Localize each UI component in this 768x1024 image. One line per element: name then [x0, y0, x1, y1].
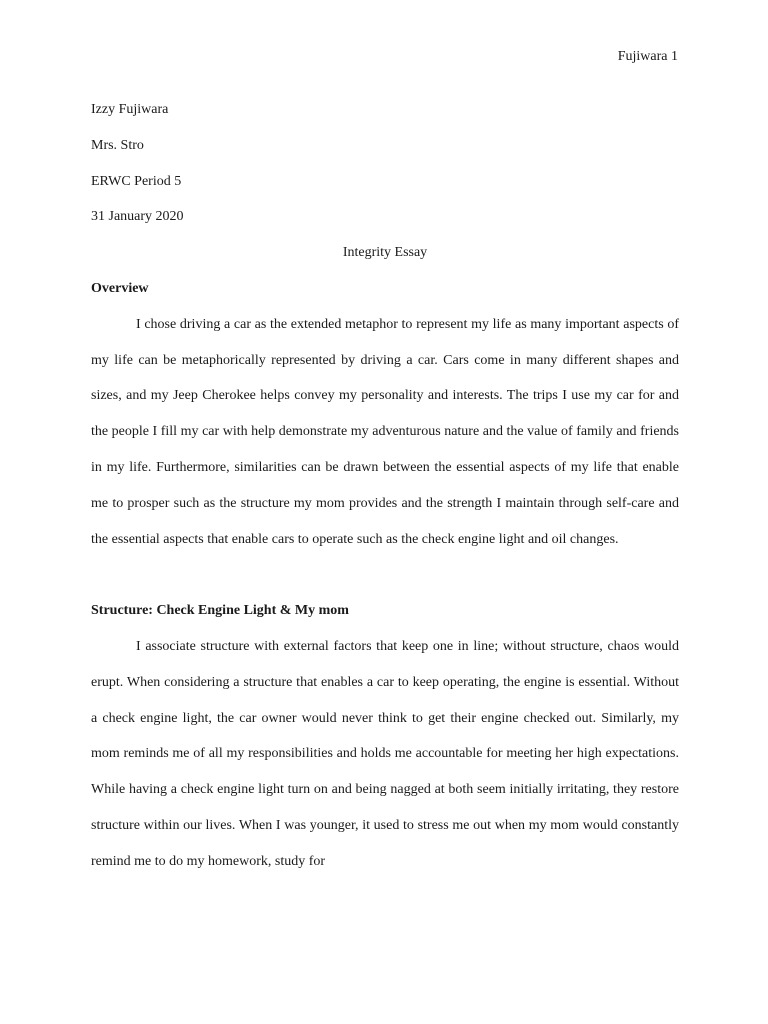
- student-name: Izzy Fujiwara: [91, 102, 169, 117]
- paragraph-structure: I associate structure with external factors that keep one in line; without structure, chaos would erupt. When considering a structure that enables a car to keep operating, the engine is essential. Without a check engine light, the car owner would never think to get their engine checked out. Similarly, my mom reminds me of all my responsibilities and holds me accountable for meeting her high expectations. While having a check engine light turn on and being nagged at both seem initially irritating, they restore structure within our lives. When I was younger, it used to stress me out when my mom would constantly remind me to do my homework, study for: [91, 638, 679, 869]
- section-heading-structure: Structure: Check Engine Light & My mom: [91, 603, 349, 619]
- running-head-page-number: Fujiwara 1: [617, 49, 678, 64]
- paragraph-overview: I chose driving a car as the extended metaphor to represent my life as many important aspects of my life can be metaphorically represented by driving a car. Cars come in many different shapes and sizes, and my Jeep Cherokee helps convey my personality and interests. The trips I use my car for and the people I fill my car with help demonstrate my adventurous nature and the value of family and friends in my life. Furthermore, similarities can be drawn between the essential aspects of my life that enable me to prosper such as the structure my mom provides and the strength I maintain through self-care and the essential aspects that enable cars to operate such as the check engine light and oil changes.: [91, 316, 679, 547]
- essay-date: 31 January 2020: [91, 209, 184, 225]
- essay-body: [91, 92, 679, 880]
- essay-title: Integrity Essay: [342, 245, 428, 261]
- blank-line: [91, 557, 679, 593]
- teacher-name: Mrs. Stro: [91, 137, 144, 153]
- section-heading-overview: Overview: [91, 280, 149, 296]
- course-name: ERWC Period 5: [91, 173, 182, 189]
